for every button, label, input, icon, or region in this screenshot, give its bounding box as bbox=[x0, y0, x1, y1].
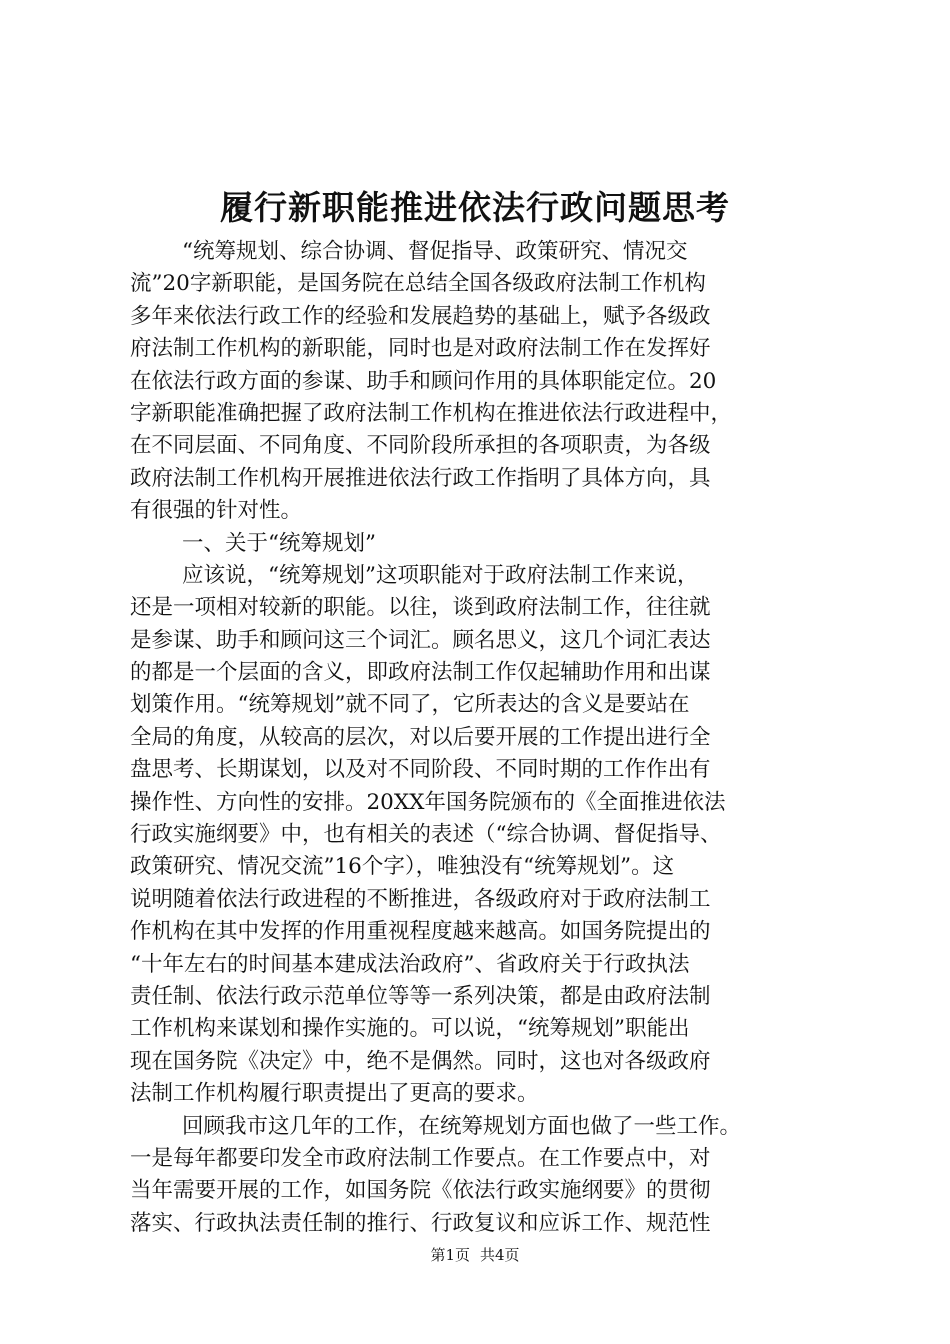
text-line: 说明随着依法行政进程的不断推进，各级政府对于政府法制工 bbox=[130, 886, 711, 912]
page-total: 共4页 bbox=[480, 1246, 520, 1264]
text-line: 作机构在其中发挥的作用重视程度越来越高。如国务院提出的 bbox=[130, 919, 711, 945]
text-line: 字新职能准确把握了政府法制工作机构在推进依法行政进程中， bbox=[130, 400, 733, 426]
text-line: 有很强的针对性。 bbox=[130, 498, 303, 524]
text-line: 是参谋、助手和顾问这三个词汇。顾名思义，这几个词汇表达 bbox=[130, 627, 711, 653]
text-line: 应该说，“统筹规划”这项职能对于政府法制工作来说， bbox=[182, 562, 699, 588]
text-line: “统筹规划、综合协调、督促指导、政策研究、情况交 bbox=[182, 239, 688, 264]
text-line: 回顾我市这几年的工作，在统筹规划方面也做了一些工作。 bbox=[182, 1113, 742, 1139]
text-line: 一是每年都要印发全市政府法制工作要点。在工作要点中，对 bbox=[130, 1145, 711, 1171]
text-line: 法制工作机构履行职责提出了更高的要求。 bbox=[130, 1081, 539, 1107]
text-line: 的都是一个层面的含义，即政府法制工作仅起辅助作用和出谋 bbox=[130, 660, 711, 686]
document-title: 履行新职能推进依法行政问题思考 bbox=[220, 188, 730, 227]
text-line: 府法制工作机构的新职能，同时也是对政府法制工作在发挥好 bbox=[130, 336, 711, 362]
text-line: 全局的角度，从较高的层次，对以后要开展的工作提出进行全 bbox=[130, 724, 711, 750]
text-line: “十年左右的时间基本建成法治政府”、省政府关于行政执法 bbox=[130, 951, 690, 977]
section-heading: 一、关于“统筹规划” bbox=[182, 530, 376, 556]
text-line: 政策研究、情况交流”16个字），唯独没有“统筹规划”。这 bbox=[130, 854, 675, 880]
text-line: 落实、行政执法责任制的推行、行政复议和应诉工作、规范性 bbox=[130, 1210, 711, 1236]
text-line: 政府法制工作机构开展推进依法行政工作指明了具体方向，具 bbox=[130, 465, 711, 491]
text-line: 流”20字新职能，是国务院在总结全国各级政府法制工作机构 bbox=[130, 271, 706, 297]
text-line: 工作机构来谋划和操作实施的。可以说，“统筹规划”职能出 bbox=[130, 1016, 690, 1042]
text-line: 现在国务院《决定》中，绝不是偶然。同时，这也对各级政府 bbox=[130, 1048, 711, 1074]
page-number: 第1页 bbox=[430, 1246, 470, 1264]
page-footer bbox=[0, 1245, 950, 1265]
text-line: 盘思考、长期谋划，以及对不同阶段、不同时期的工作作出有 bbox=[130, 757, 711, 783]
text-line: 多年来依法行政工作的经验和发展趋势的基础上，赋予各级政 bbox=[130, 303, 711, 329]
text-line: 在依法行政方面的参谋、助手和顾问作用的具体职能定位。20 bbox=[130, 368, 717, 394]
text-line: 当年需要开展的工作，如国务院《依法行政实施纲要》的贯彻 bbox=[130, 1178, 711, 1204]
text-line: 责任制、依法行政示范单位等等一系列决策，都是由政府法制 bbox=[130, 983, 711, 1009]
text-line: 还是一项相对较新的职能。以往，谈到政府法制工作，往往就 bbox=[130, 595, 711, 621]
text-line: 操作性、方向性的安排。20XX年国务院颁布的《全面推进依法 bbox=[130, 789, 726, 815]
text-line: 划策作用。“统筹规划”就不同了，它所表达的含义是要站在 bbox=[130, 692, 690, 718]
document-body bbox=[130, 236, 830, 1240]
text-line: 在不同层面、不同角度、不同阶段所承担的各项职责，为各级 bbox=[130, 433, 711, 459]
text-line: 行政实施纲要》中，也有相关的表述（“综合协调、督促指导、 bbox=[130, 822, 722, 848]
